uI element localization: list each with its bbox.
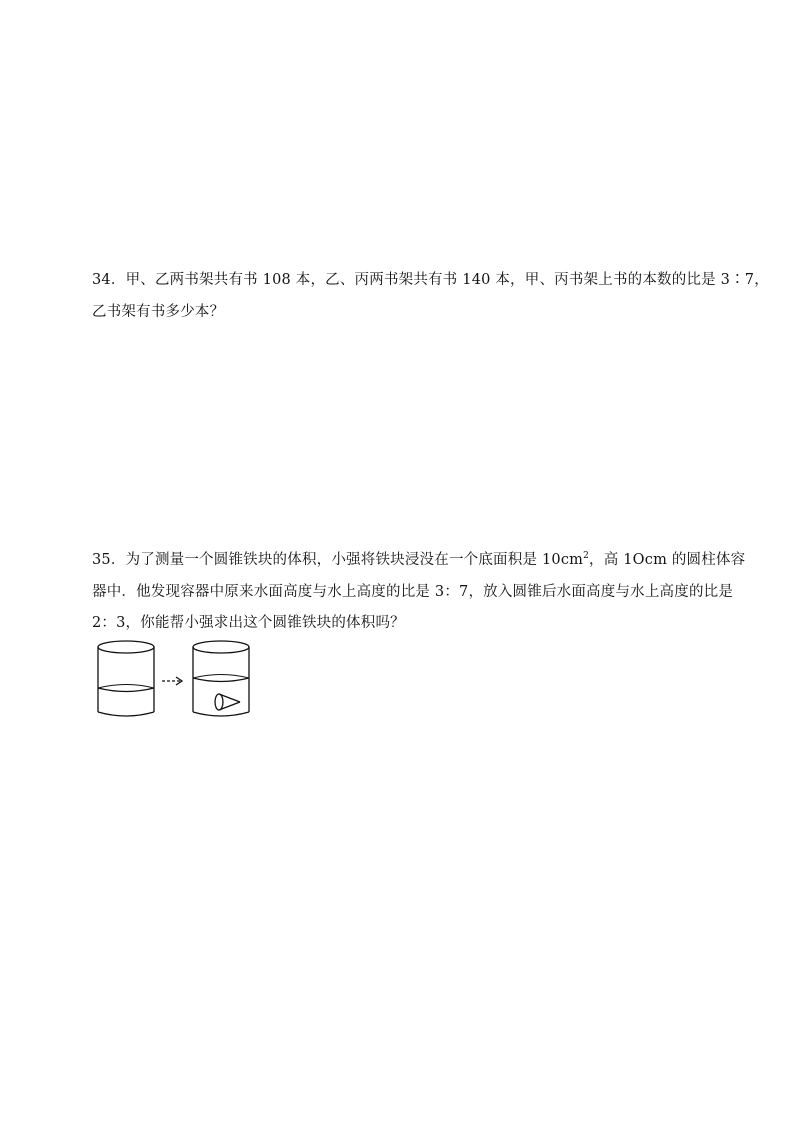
cylinder-before [98,641,154,716]
water-surface-after [193,678,249,682]
cylinder-figure [92,636,264,722]
question-34-line-2: 乙书架有书多少本？ [92,304,225,320]
question-35-text-1a: 为了测量一个圆锥铁块的体积，小强将铁块浸没在一个底面积是 10cm [125,552,584,568]
question-35-text-1b: ，高 1Ocm 的圆柱体容 [589,552,746,568]
cone-icon [215,694,240,710]
question-34-number: 34． [92,272,126,288]
question-34-text-1: 甲、乙两书架共有书 108 本，乙、丙两书架共有书 140 本，甲、丙书架上书的本数的比是 3∶7， [125,272,769,288]
question-34-line-1 [92,270,769,290]
question-35-line-2: 器中．他发现容器中原来水面高度与水上高度的比是 3：7，放入圆锥后水面高度与水上高度的比是 [92,584,734,600]
cylinder-after [193,641,249,716]
question-35-number: 35． [92,552,126,568]
area-unit-exponent: 2 [583,551,590,562]
question-35-line-1 [92,550,745,570]
question-35-line-3: 2：3，你能帮小强求出这个圆锥铁块的体积吗？ [92,615,405,631]
arrow-icon [162,677,182,685]
water-surface-before [98,688,154,692]
